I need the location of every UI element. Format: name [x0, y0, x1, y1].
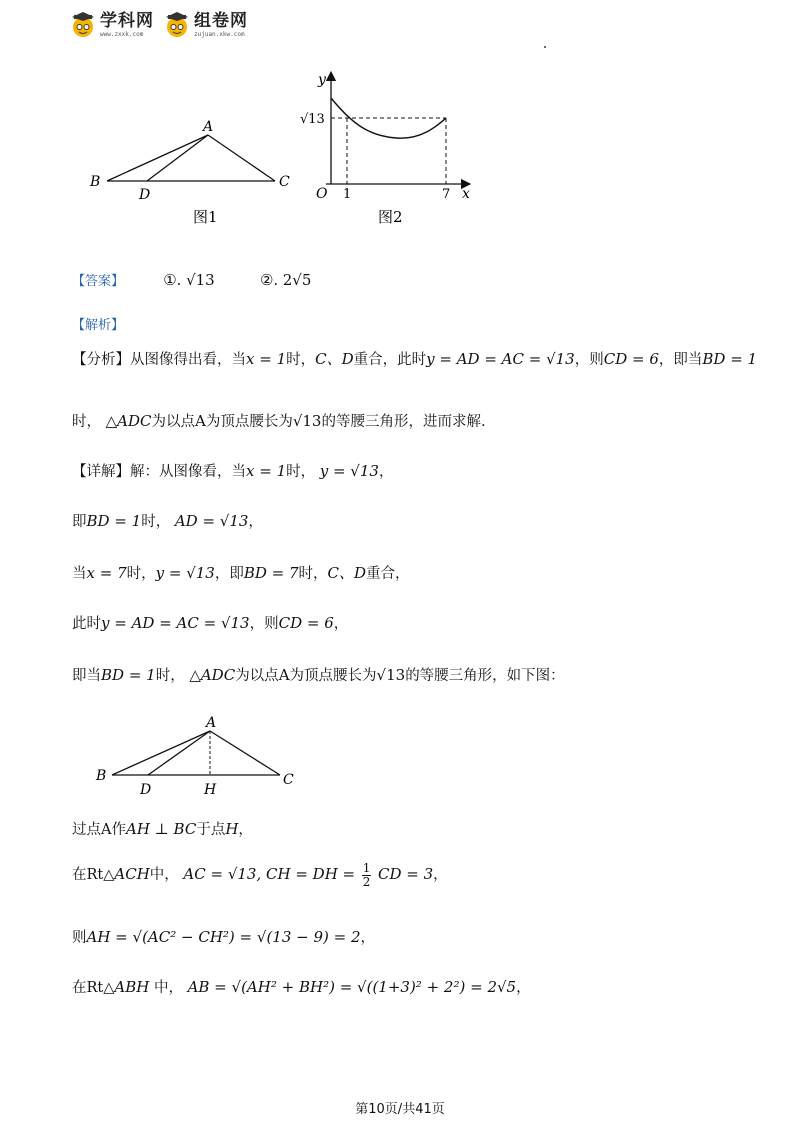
- fig3-label-A: A: [206, 715, 217, 731]
- fraction-one-half: [362, 862, 372, 888]
- p4-text-1: 即: [72, 514, 87, 530]
- p2-text-1: 时，: [72, 414, 101, 430]
- stray-dot: [544, 46, 546, 48]
- p6-math-2: CD = 6: [278, 614, 334, 632]
- analysis-paragraph-1: [72, 348, 757, 369]
- fig3-label-B: B: [96, 768, 107, 784]
- p3-math-2: y = √13: [319, 462, 379, 480]
- answer-line: [72, 270, 311, 289]
- p1-text-3: 重合，此时: [353, 352, 427, 368]
- p4-text-3: ，: [248, 514, 263, 530]
- p9-math-1: ACH: [114, 865, 150, 884]
- analysis-line: [72, 314, 124, 333]
- p9-math-3: CD = 3: [377, 865, 434, 884]
- answer-2-label: ②.: [259, 271, 279, 289]
- p6-text-1: 此时: [72, 616, 101, 632]
- p3-math-1: x = 1: [246, 462, 287, 480]
- p11-text-3: ，: [516, 980, 531, 996]
- p4-text-2: 时，: [141, 514, 171, 530]
- p11-text-1: 在Rt△: [72, 980, 115, 996]
- brand2-name: 组卷网: [194, 10, 248, 31]
- p7-text-3: 为以点: [235, 668, 279, 684]
- x-tick-1: 1: [343, 187, 352, 202]
- detail-paragraph-1: [72, 460, 393, 481]
- p3-tag: 【详解】: [72, 464, 130, 480]
- p7-text-1: 即当: [72, 668, 101, 684]
- p7-text-4: 为顶点腰长为: [289, 668, 377, 684]
- label-D: D: [139, 187, 151, 203]
- p1-math-5: BD = 1: [702, 350, 758, 368]
- p5-text-1: 当: [72, 566, 87, 582]
- p1-text-2: 时，: [286, 352, 316, 368]
- figure-2-graph: [298, 70, 478, 230]
- p6-text-2: ，则: [249, 616, 279, 632]
- p5-math-1: x = 7: [86, 564, 127, 582]
- fig3-label-C: C: [283, 772, 294, 788]
- p2-text-3: 为顶点腰长为: [205, 414, 293, 430]
- figure-2-caption: 图2: [378, 208, 403, 226]
- detail-paragraph-5: [72, 664, 565, 685]
- p2-math-3: √13: [292, 412, 322, 430]
- figure-3-triangle: [90, 712, 305, 802]
- p5-math-3: BD = 7: [243, 564, 299, 582]
- header-logos: [70, 12, 248, 38]
- p11-math-2: AB = √(AH² + BH²) = √((1+3)² + 2²) = 2√5: [187, 978, 517, 996]
- y-tick-sqrt13: √13: [300, 112, 325, 127]
- detail-paragraph-4: [72, 612, 348, 633]
- p1-math-1: x = 1: [246, 350, 287, 368]
- p7-math-3: A: [278, 666, 290, 684]
- p7-text-5: 的等腰三角形，如下图：: [405, 668, 565, 684]
- p4-math-1: BD = 1: [86, 512, 142, 530]
- analysis-paragraph-2: [72, 410, 486, 431]
- detail-paragraph-9: [72, 976, 531, 997]
- p5-text-4: 时，: [298, 566, 328, 582]
- mascot-icon: [164, 12, 190, 38]
- fig3-label-D: D: [140, 782, 152, 798]
- brand2-url: zujuan.xkw.com: [194, 30, 245, 38]
- p8-math-2: H: [225, 820, 239, 838]
- analysis-tag: 【解析】: [72, 318, 125, 333]
- p10-math-1: AH = √(AC² − CH²) = √(13 − 9) = 2: [86, 928, 361, 946]
- brand1-name: 学科网: [100, 10, 154, 31]
- p5-text-5: 重合，: [366, 566, 410, 582]
- p9-text-2: 中，: [149, 867, 179, 884]
- p1-math-2: C、D: [315, 350, 354, 368]
- p1-math-3: y = AD = AC = √13: [426, 350, 575, 368]
- x-tick-7: 7: [442, 187, 451, 202]
- x-axis-label: x: [462, 186, 470, 202]
- p3-text-2: 时，: [286, 464, 316, 480]
- p5-math-2: y = √13: [155, 564, 215, 582]
- p5-math-4: C、D: [327, 564, 367, 582]
- p6-text-3: ，: [333, 616, 349, 632]
- p10-text-2: ，: [360, 930, 376, 946]
- figure-1-caption: 图1: [193, 208, 218, 226]
- p10-text-1: 则: [72, 930, 87, 946]
- p7-text-2: 时，: [155, 668, 185, 684]
- p1-math-4: CD = 6: [603, 350, 659, 368]
- fraction-denominator: 2: [362, 874, 371, 889]
- y-axis-label: y: [318, 72, 326, 88]
- p11-math-1: ABH: [114, 978, 150, 996]
- figure-1-triangle: [85, 118, 300, 228]
- label-C: C: [279, 174, 290, 190]
- p3-text-3: ，: [378, 464, 394, 480]
- answer-1-value: √13: [186, 271, 215, 289]
- detail-paragraph-7: [72, 862, 448, 888]
- p9-text-1: 在Rt△: [72, 867, 115, 884]
- p2-math-2: A: [194, 412, 206, 430]
- label-A: A: [203, 119, 214, 135]
- detail-paragraph-3: [72, 562, 410, 583]
- p5-text-2: 时，: [126, 566, 156, 582]
- p6-math-1: y = AD = AC = √13: [101, 614, 250, 632]
- answer-tag: 【答案】: [72, 274, 125, 289]
- p8-text-2: 于点: [196, 822, 226, 838]
- p7-math-1: BD = 1: [101, 666, 156, 684]
- p5-text-3: ，即: [214, 566, 244, 582]
- brand-xuekewang: [70, 12, 154, 38]
- p2-text-4: 的等腰三角形，进而求解.: [321, 414, 486, 430]
- p1-text-5: ，即当: [658, 352, 703, 368]
- origin-label: O: [316, 186, 328, 202]
- p1-text-1: 从图像得出看，当: [130, 352, 246, 368]
- p3-text-1: 解：从图像看，当: [130, 464, 246, 480]
- detail-paragraph-8: [72, 926, 375, 947]
- p8-math-1: AH ⊥ BC: [125, 820, 197, 838]
- p2-math-1: △ADC: [105, 412, 152, 430]
- p8-text-1: 过点A作: [72, 822, 126, 838]
- p1-tag: 【分析】: [72, 352, 130, 368]
- detail-paragraph-6: [72, 818, 253, 839]
- p11-text-2: 中，: [153, 980, 183, 996]
- fig3-label-H: H: [204, 782, 217, 798]
- answer-1-label: ①.: [163, 271, 182, 289]
- label-B: B: [90, 174, 101, 190]
- p9-math-2: AC = √13, CH = DH =: [183, 865, 356, 884]
- p7-math-2: △ADC: [189, 666, 236, 684]
- detail-paragraph-2: [72, 510, 263, 531]
- p1-text-4: ，则: [574, 352, 604, 368]
- p8-text-3: ，: [238, 822, 253, 838]
- fraction-numerator: 1: [362, 861, 371, 875]
- p2-text-2: 为以点: [151, 414, 195, 430]
- answer-2-value: 2√5: [282, 271, 312, 289]
- brand-zujuanwang: [164, 12, 248, 38]
- mascot-icon: [70, 12, 96, 38]
- page-number: 第10页/共41页: [355, 1102, 445, 1117]
- p4-math-2: AD = √13: [174, 512, 249, 530]
- p9-text-3: ，: [433, 867, 448, 884]
- brand1-url: www.zxxk.com: [100, 30, 144, 38]
- p7-math-4: √13: [376, 666, 406, 684]
